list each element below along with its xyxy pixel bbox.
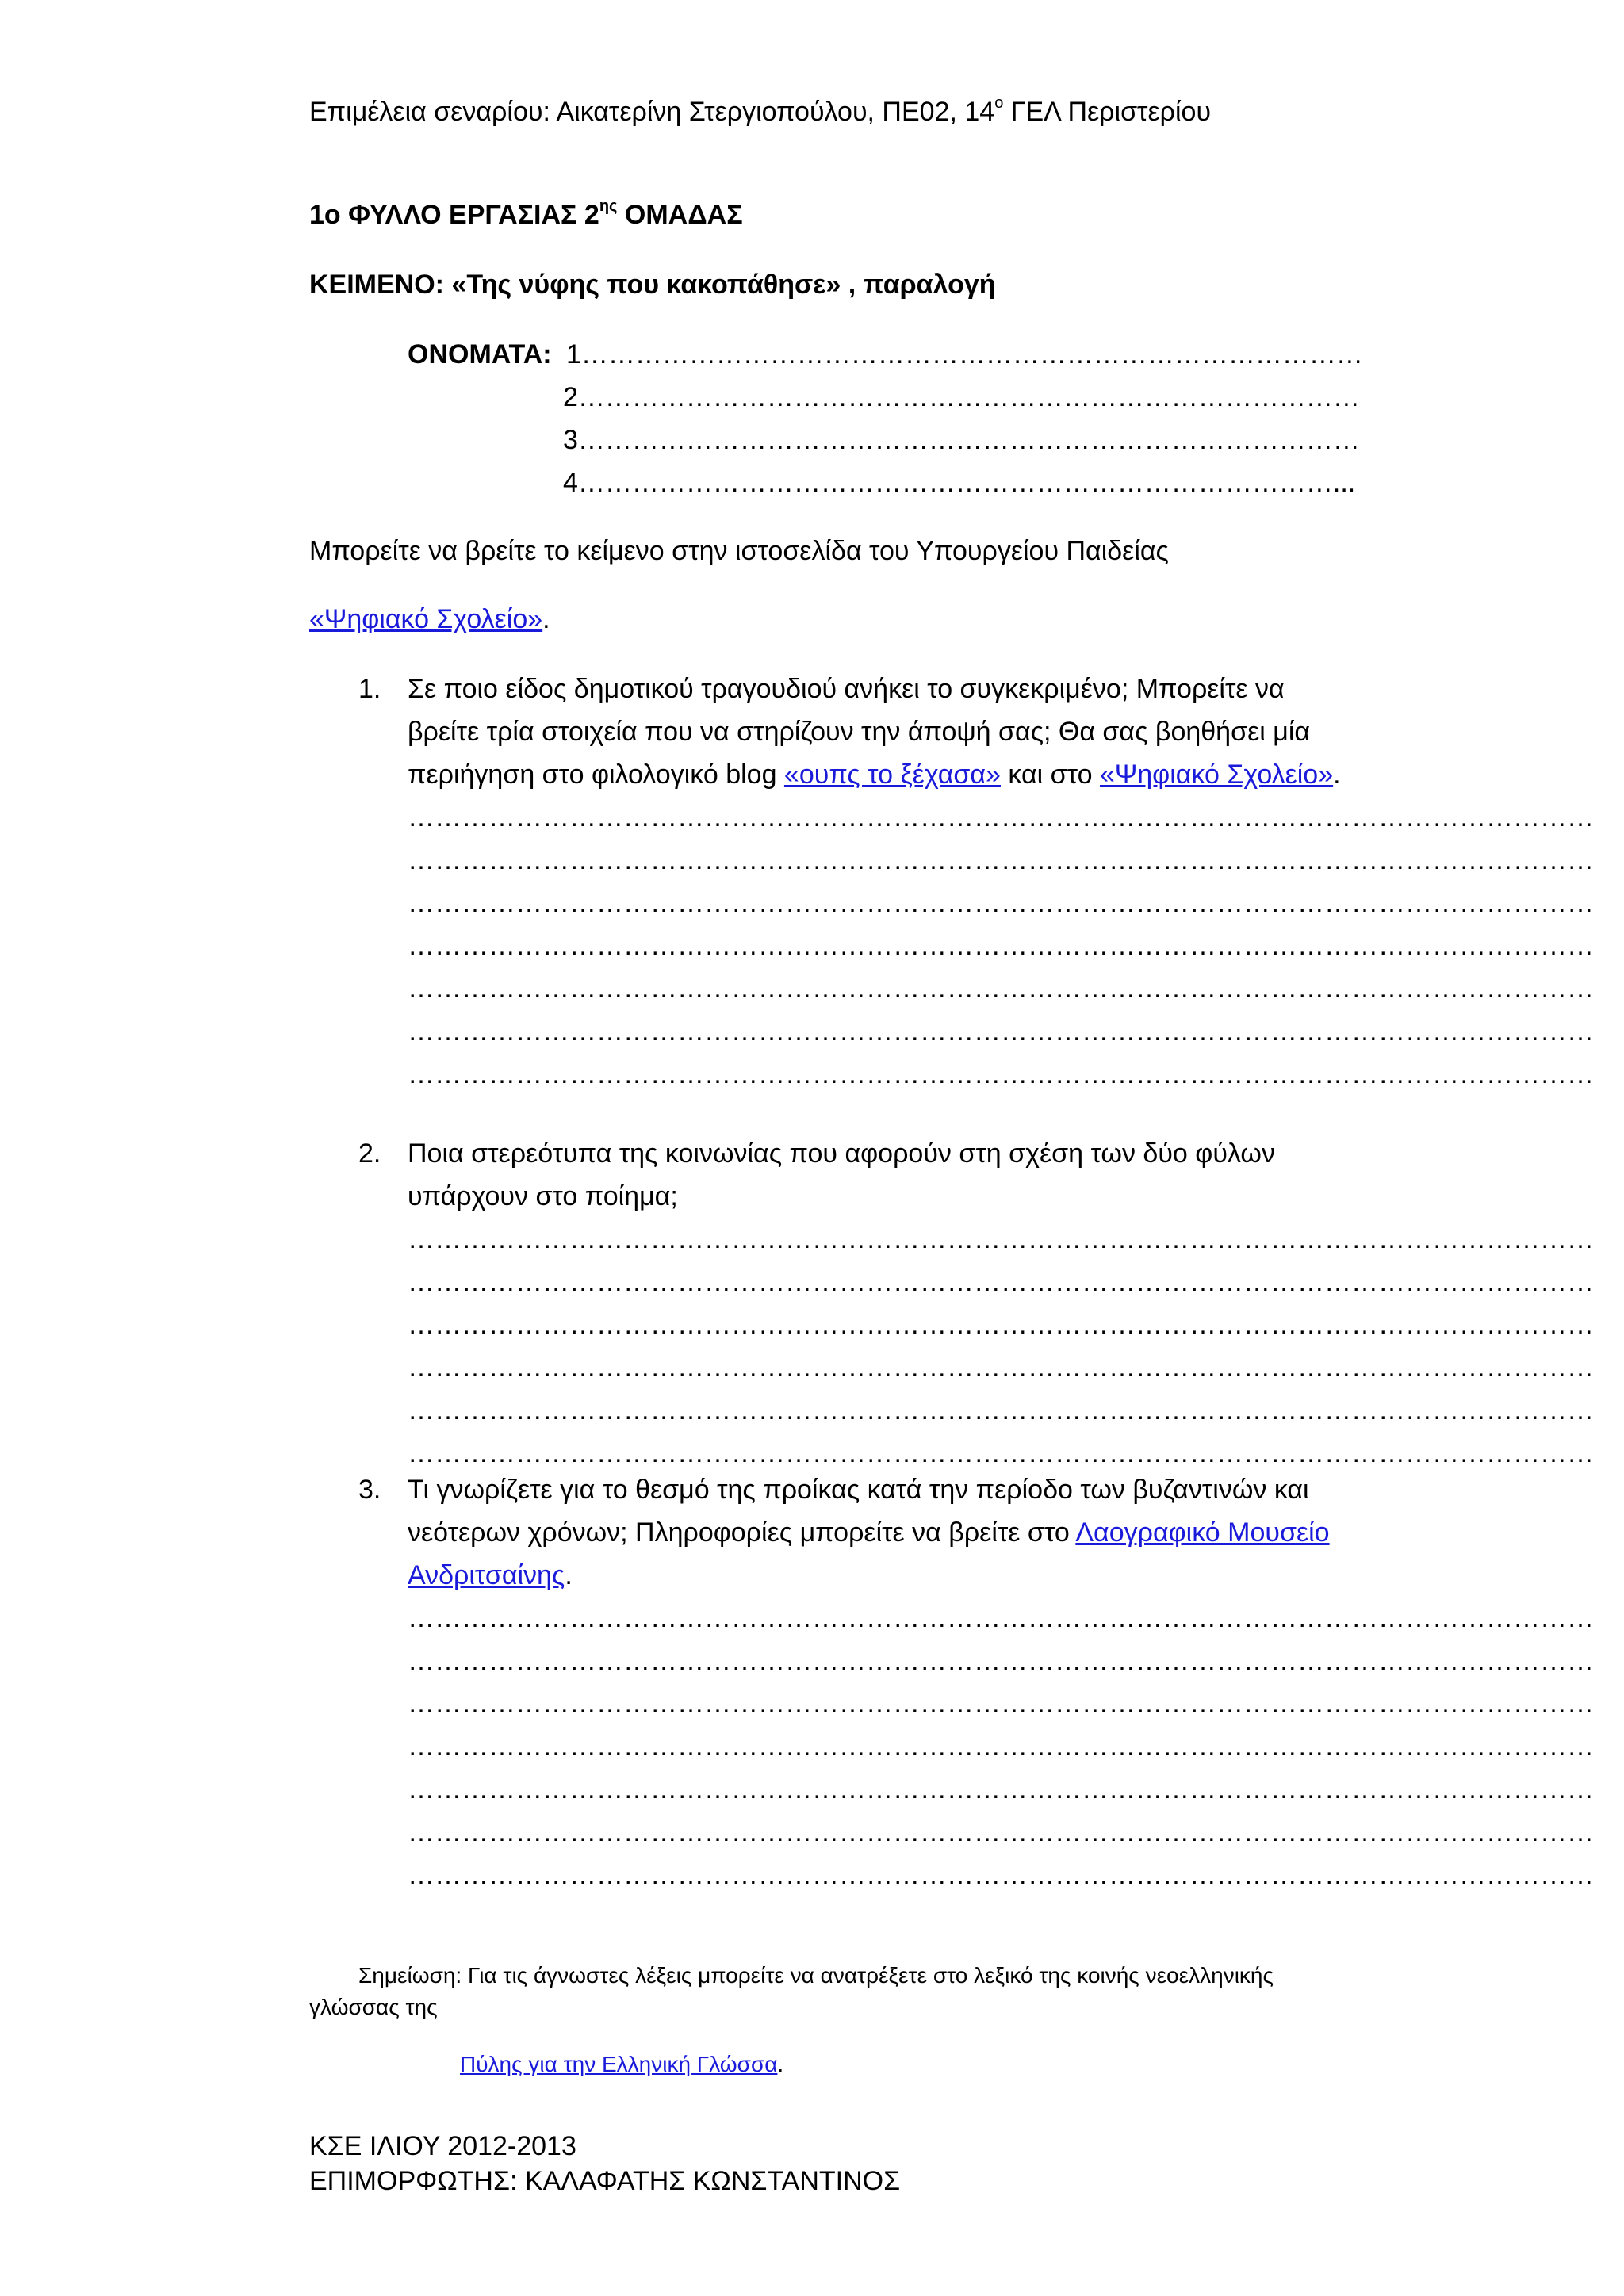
- question-1-line-3-text: περιήγηση στο φιλολογικό blog: [408, 760, 784, 790]
- intro-text: Μπορείτε να βρείτε το κείμενο στην ιστοσελίδα του Υπουργείου Παιδείας: [309, 536, 1169, 566]
- folklore-museum-link-cont[interactable]: Ανδριτσαίνης: [408, 1560, 565, 1590]
- name-line-1[interactable]: 1……………………………………………………………………………: [566, 339, 1363, 369]
- answer-line[interactable]: ……………………………………………………………………………………………………………………: [408, 1438, 1594, 1468]
- text-title: ΚΕΙΜΕΝΟ: «Της νύφης που κακοπάθησε» , παραλογή: [309, 270, 996, 300]
- name-line-4[interactable]: 4…………………………………………………………………………...: [563, 468, 1356, 498]
- header-credit-text-end: ΓΕΛ Περιστερίου: [1003, 97, 1212, 127]
- answer-line[interactable]: ……………………………………………………………………………………………………………………: [408, 1016, 1594, 1047]
- header-credit-sup: ο: [994, 94, 1004, 112]
- answer-line[interactable]: ……………………………………………………………………………………………………………………: [408, 1353, 1594, 1383]
- answer-line[interactable]: ……………………………………………………………………………………………………………………: [408, 845, 1594, 875]
- answer-line[interactable]: ……………………………………………………………………………………………………………………: [408, 802, 1594, 832]
- question-2-line-1: Ποια στερεότυπα της κοινωνίας που αφορούν στη σχέση των δύο φύλων: [408, 1138, 1275, 1169]
- question-1-line-3-end: .: [1333, 760, 1341, 790]
- question-1-number: 1.: [358, 674, 381, 704]
- question-2-number: 2.: [358, 1138, 381, 1169]
- folklore-museum-link[interactable]: Λαογραφικό Μουσείο: [1075, 1517, 1330, 1548]
- question-1-line-2: βρείτε τρία στοιχεία που να στηρίζουν την άποψή σας; Θα σας βοηθήσει μία: [408, 717, 1311, 747]
- greek-language-portal-link[interactable]: Πύλης για την Ελληνική Γλώσσα: [460, 2052, 778, 2076]
- name-line-3[interactable]: 3……………………………………………………………………………: [563, 425, 1360, 455]
- question-1-line-3-mid: και στο: [1000, 760, 1100, 790]
- answer-line[interactable]: ……………………………………………………………………………………………………………………: [408, 888, 1594, 918]
- intro-link-line: [309, 598, 550, 641]
- question-2-line-2: υπάρχουν στο ποίημα;: [408, 1181, 678, 1211]
- answer-line[interactable]: ……………………………………………………………………………………………………………………: [408, 1732, 1594, 1762]
- note-line-1: Σημείωση: Για τις άγνωστες λέξεις μπορείτε να ανατρέξετε στο λεξικό της κοινής νεοελληνικής: [358, 1963, 1274, 1988]
- intro-link-period: .: [542, 604, 550, 634]
- answer-line[interactable]: ……………………………………………………………………………………………………………………: [408, 1310, 1594, 1340]
- answer-line[interactable]: ……………………………………………………………………………………………………………………: [408, 931, 1594, 961]
- answer-line[interactable]: ……………………………………………………………………………………………………………………: [408, 1395, 1594, 1425]
- question-1-line-3: [408, 753, 1341, 796]
- worksheet-title-sup: ης: [599, 197, 618, 215]
- header-credit-text: Επιμέλεια σεναρίου: Αικατερίνη Στεργιοπούλου, ΠΕ02, 14: [309, 97, 995, 127]
- question-3-line-3: [408, 1554, 573, 1597]
- answer-line[interactable]: ……………………………………………………………………………………………………………………: [408, 1224, 1594, 1254]
- answer-line[interactable]: ……………………………………………………………………………………………………………………: [408, 1689, 1594, 1719]
- answer-line[interactable]: ……………………………………………………………………………………………………………………: [408, 1646, 1594, 1676]
- question-3-line-2-text: νεότερων χρόνων; Πληροφορίες μπορείτε να βρείτε στο: [408, 1517, 1076, 1548]
- footer-line-1: ΚΣΕ ΙΛΙΟΥ 2012-2013: [309, 2131, 576, 2161]
- note-line-2: γλώσσας της: [309, 1995, 438, 2019]
- note-link-period: .: [777, 2052, 784, 2076]
- question-1-line-1: Σε ποιο είδος δημοτικού τραγουδιού ανήκει το συγκεκριμένο; Μπορείτε να: [408, 674, 1285, 704]
- question-3-number: 3.: [358, 1475, 381, 1505]
- question-3-line-2: [408, 1511, 1330, 1554]
- note-link-line: [449, 2049, 783, 2080]
- question-3-line-1: Τι γνωρίζετε για το θεσμό της προίκας κατά την περίοδο των βυζαντινών και: [408, 1475, 1309, 1505]
- worksheet-title-text-end: ΟΜΑΔΑΣ: [617, 200, 743, 230]
- name-line-2[interactable]: 2……………………………………………………………………………: [563, 382, 1360, 412]
- header-credit: [309, 90, 1211, 133]
- names-label: ΟΝΟΜΑΤΑ:: [408, 339, 552, 369]
- answer-line[interactable]: ……………………………………………………………………………………………………………………: [408, 1860, 1594, 1890]
- answer-line[interactable]: ……………………………………………………………………………………………………………………: [408, 1817, 1594, 1847]
- digital-school-link[interactable]: «Ψηφιακό Σχολείο»: [309, 604, 543, 634]
- answer-line[interactable]: ……………………………………………………………………………………………………………………: [408, 1267, 1594, 1297]
- answer-line[interactable]: ……………………………………………………………………………………………………………………: [408, 974, 1594, 1004]
- answer-line[interactable]: ……………………………………………………………………………………………………………………: [408, 1774, 1594, 1804]
- oups-blog-link[interactable]: «ουπς το ξέχασα»: [783, 760, 1001, 790]
- answer-line[interactable]: ……………………………………………………………………………………………………………………: [408, 1603, 1594, 1633]
- question-3-line-3-end: .: [565, 1560, 573, 1590]
- worksheet-title-text: 1ο ΦΥΛΛΟ ΕΡΓΑΣΙΑΣ 2: [309, 200, 599, 230]
- answer-line[interactable]: ……………………………………………………………………………………………………………………: [408, 1059, 1594, 1089]
- digital-school-link-2[interactable]: «Ψηφιακό Σχολείο»: [1099, 760, 1334, 790]
- footer-line-2: ΕΠΙΜΟΡΦΩΤΗΣ: ΚΑΛΑΦΑΤΗΣ ΚΩΝΣΤΑΝΤΙΝΟΣ: [309, 2166, 901, 2196]
- worksheet-title: [309, 193, 743, 236]
